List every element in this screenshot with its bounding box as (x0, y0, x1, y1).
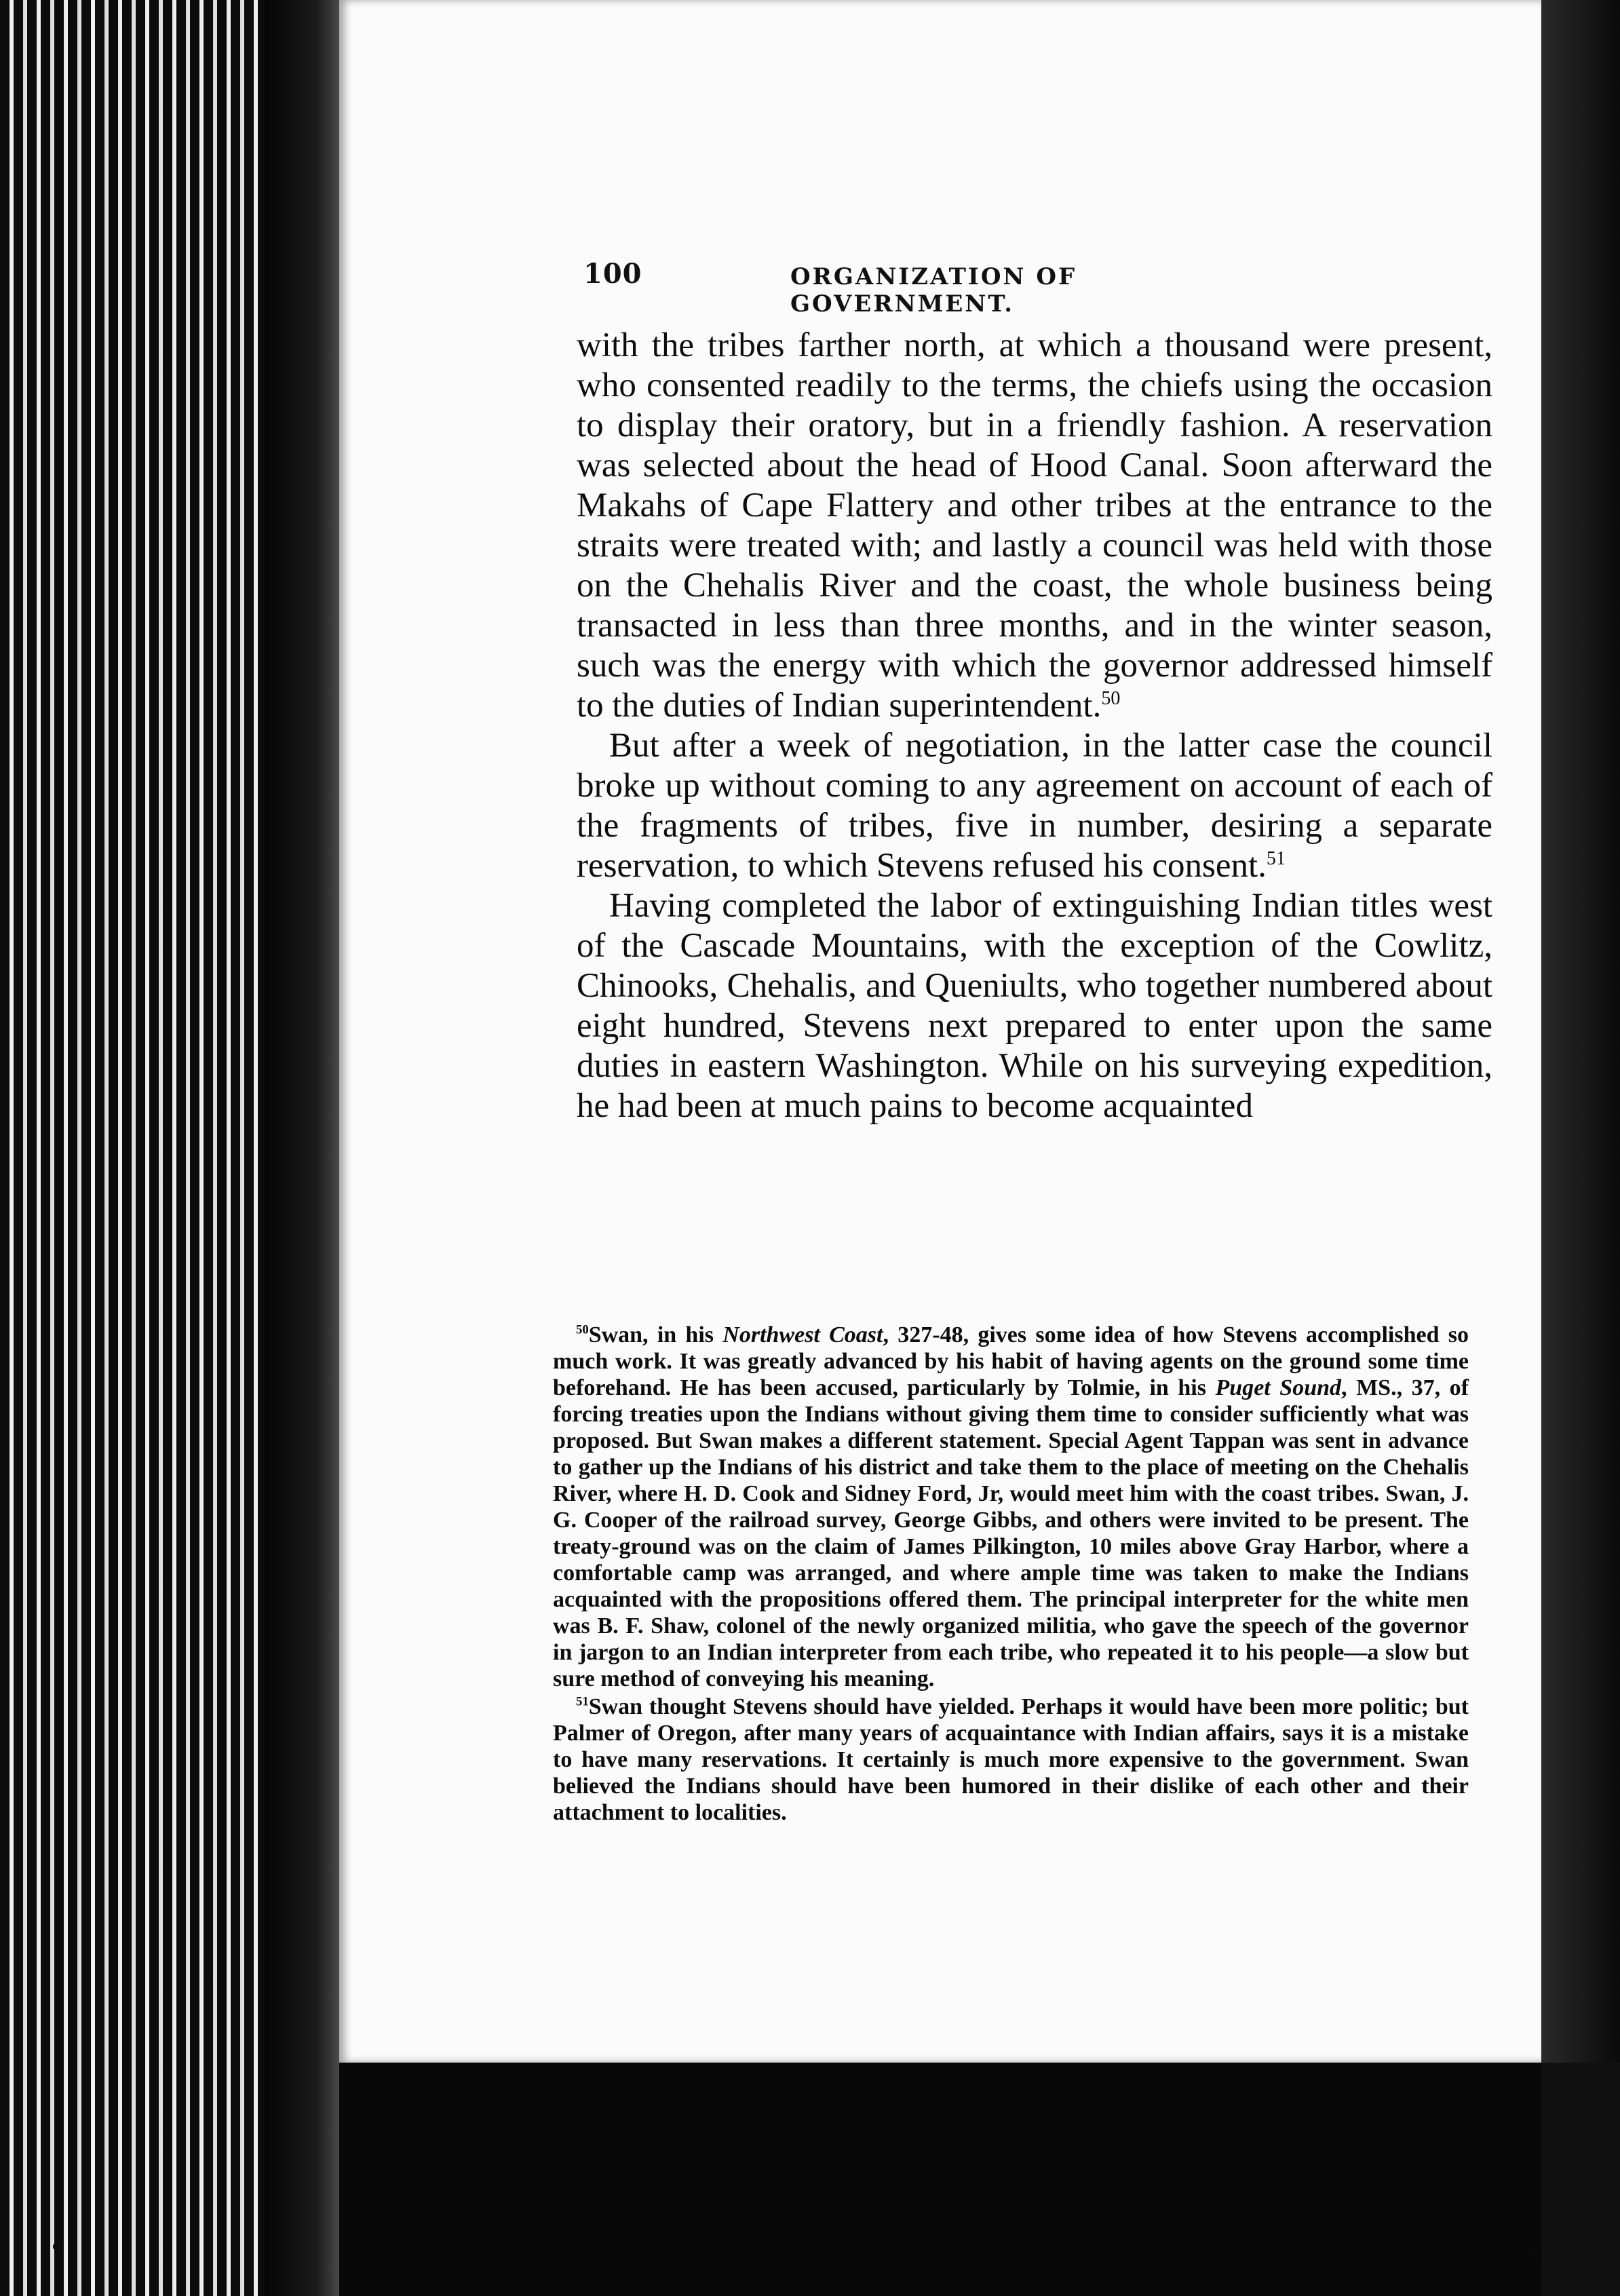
paragraph-2-text: But after a week of negotiation, in the latter case the council broke up without coming to any agreement on account of each of the fragments of tribes, five in number, desiring a separate reservation, to which Stevens refused his consent. (577, 727, 1492, 885)
paragraph-1 (577, 326, 1492, 726)
page-header (583, 258, 1296, 318)
footnote-51-marker: 51 (576, 1694, 589, 1709)
footnote-50-title-puget-sound: Puget Sound (1215, 1375, 1342, 1400)
footnote-ref-50: 50 (1101, 688, 1121, 709)
book-page-edges (0, 0, 339, 2296)
paragraph-1-text: with the tribes farther north, at which a thousand were present, who consented readily to the terms, the chiefs using the occasion to display their oratory, but in a friendly fashion. A reservation was selected about the head of Hood Canal. Soon afterward the Makahs of Cape Flattery and other tribes at the entrance to the straits were treated with; and lastly a council was held with those on the Chehalis River and the coast, the whole business being transacted in less than three months, and in the winter season, such was the energy with which the governor addressed himself to the duties of Indian superintendent. (577, 326, 1492, 725)
footnote-50-text-c: , MS., 37, of forcing treaties upon the Indians without giving them time to consider sufficiently what was proposed. But Swan makes a different statement. Special Agent Tappan was sent in advance to gather up the Indians of his district and take them to the place of meeting on the Chehalis River, where H. D. Cook and Sidney Ford, Jr, would meet him with the coast tribes. Swan, J. G. Cooper of the railroad survey, George Gibbs, and others were invited to be present. The treaty-ground was on the claim of James Pilkington, 10 miles above Gray Harbor, where a comfortable camp was arranged, and where ample time was taken to make the Indians acquainted with the propositions offered them. The principal interpreter for the white men was B. F. Shaw, colonel of the newly organized militia, who gave the speech of the governor in jargon to an Indian interpreter from each tribe, who repeated it to his people—a slow but sure method of conveying his meaning. (553, 1375, 1469, 1691)
footnote-50-title-northwest-coast: Northwest Coast (722, 1322, 883, 1347)
footnote-50 (553, 1322, 1469, 1692)
paragraph-3 (577, 886, 1492, 1126)
scan-bottom-border (339, 2063, 1541, 2296)
footnote-ref-51: 51 (1266, 848, 1286, 869)
gutter-shadow (265, 0, 339, 2296)
footnote-50-text-b: , 327-48, gives some idea of how Stevens accomplished so much work. It was greatly advanced by his habit of having agents on the ground some time beforehand. He has been accused, particularly by Tolmie, in his (553, 1322, 1469, 1400)
running-head: ORGANIZATION OF GOVERNMENT. (790, 263, 1077, 318)
footnote-51-text: Swan thought Stevens should have yielded. Perhaps it would have been more politic; but Palmer of Oregon, after many years of acquaintance with Indian affairs, says it is a mistake to have many reservations. It certainly is much more expensive to the government. Swan believed the Indians should have been humored in their dislike of each other and their attachment to localities. (553, 1694, 1469, 1825)
footnote-50-marker: 50 (576, 1322, 589, 1337)
footnotes (553, 1322, 1469, 1827)
scan-right-border (1541, 0, 1620, 2063)
page-number: 100 (583, 258, 642, 290)
paragraph-2 (577, 726, 1492, 886)
paragraph-3-text: Having completed the labor of extinguishing Indian titles west of the Cascade Mountains, with the exception of the Cowlitz, Chinooks, Chehalis, and Queniults, who together numbered about eight hundred, Stevens next prepared to enter upon the same duties in eastern Washington. While on his surveying expedition, he had been at much pains to become acquainted (577, 887, 1492, 1125)
footnote-50-text-a: Swan, in his (588, 1322, 723, 1347)
main-text (577, 326, 1492, 1126)
footnote-51 (553, 1694, 1469, 1826)
scan-speck-right: • (1526, 2239, 1543, 2270)
scan-speck-left: • (49, 2232, 65, 2263)
